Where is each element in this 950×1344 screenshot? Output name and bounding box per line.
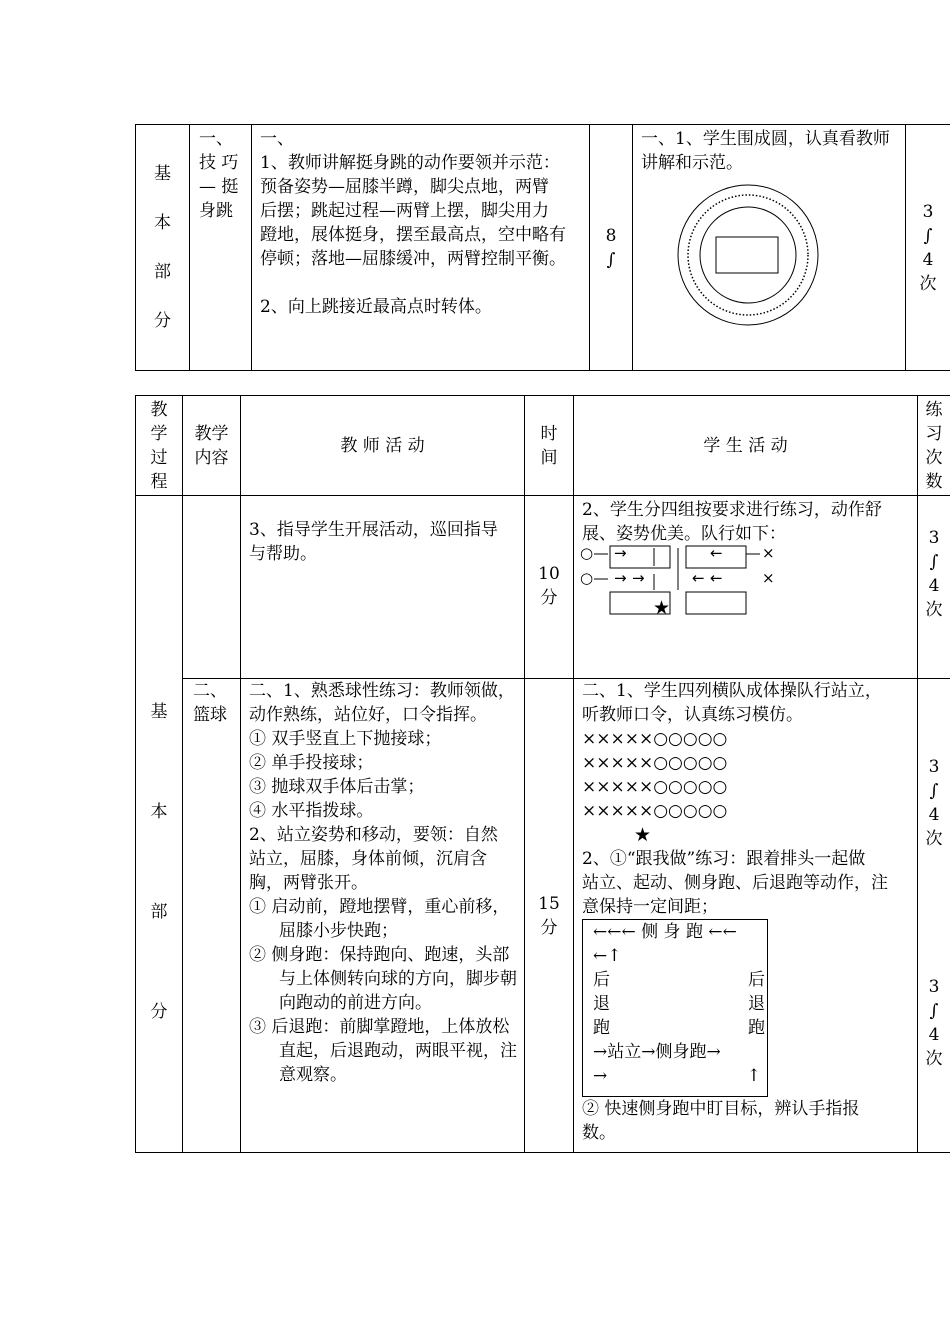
practice-value: 3 bbox=[922, 201, 934, 222]
header-char: 学 bbox=[150, 423, 168, 444]
route-left-label: 退 bbox=[593, 994, 610, 1014]
section-char: 基 bbox=[154, 163, 171, 184]
section-label-cell bbox=[136, 125, 190, 371]
student-activity-cell bbox=[633, 125, 906, 371]
arrow-left-icon: ← bbox=[710, 569, 723, 587]
content-line: 一、 bbox=[199, 129, 233, 149]
teacher-line: 二、1、熟悉球性练习：教师领做， bbox=[249, 681, 515, 701]
student-line: 讲解和示范。 bbox=[641, 153, 743, 173]
student-circle-mark: ○ bbox=[580, 544, 594, 562]
content-cell bbox=[190, 125, 252, 371]
time-symbol: ∫ bbox=[606, 249, 616, 270]
table-row bbox=[136, 679, 950, 1153]
header-char: 程 bbox=[150, 471, 168, 492]
header-student bbox=[574, 396, 918, 496]
teacher-line: 预备姿势—屈膝半蹲，脚尖点地，两臂 bbox=[260, 177, 549, 197]
time-unit: 分 bbox=[540, 588, 558, 608]
header-content bbox=[183, 396, 241, 496]
formation-row: ×××××○○○○○ bbox=[582, 801, 728, 821]
circle-formation-diagram bbox=[673, 177, 823, 337]
teacher-line: 胸，两臂张开。 bbox=[249, 873, 368, 893]
teacher-line: 1、教师讲解挺身跳的动作要领并示范： bbox=[260, 153, 560, 173]
content-line: 二、 bbox=[193, 681, 227, 701]
header-char: 练 bbox=[925, 399, 943, 420]
teacher-star-icon: ★ bbox=[634, 824, 652, 846]
student-line: 二、1、学生四列横队成体操队行站立， bbox=[582, 681, 882, 701]
header-char: 教 bbox=[150, 399, 168, 420]
time-cell bbox=[525, 496, 574, 679]
content-line: 篮球 bbox=[193, 705, 227, 725]
route-right-label: 跑 bbox=[748, 1018, 765, 1038]
outer-circle bbox=[678, 185, 818, 325]
formation-row: ×××××○○○○○ bbox=[582, 777, 728, 797]
route-bottom-label: →站立→侧身跑→ bbox=[593, 1042, 721, 1062]
practice-cell bbox=[918, 679, 950, 1153]
practice-value: 4 bbox=[928, 576, 940, 596]
practice-value: 3 bbox=[928, 977, 940, 997]
practice-value: 3 bbox=[928, 757, 940, 777]
teacher-list-item: ③ 抛球双手体后击掌； bbox=[249, 777, 425, 797]
formation-row: ×××××○○○○○ bbox=[582, 729, 728, 749]
practice-symbol: ∫ bbox=[929, 552, 939, 572]
header-char: 过 bbox=[150, 447, 168, 468]
practice-unit: 次 bbox=[925, 600, 943, 620]
time-unit: 分 bbox=[540, 917, 558, 938]
header-char: 时 bbox=[540, 423, 558, 444]
route-right-label: 退 bbox=[748, 994, 765, 1014]
student-cross-mark: × bbox=[762, 544, 775, 562]
route-arrow: ↑ bbox=[746, 1066, 761, 1086]
content-line: 技 巧 bbox=[199, 153, 239, 173]
teacher-line: 一、 bbox=[260, 129, 294, 149]
time-value: 15 bbox=[538, 893, 560, 914]
student-line: 2、学生分四组按要求进行练习，动作舒 bbox=[582, 500, 882, 520]
teacher-list-item: ② 侧身跑：保持跑向、跑速，头部与上体侧转向球的方向，脚步朝向跑动的前进方向。 bbox=[249, 945, 517, 1013]
practice-value: 4 bbox=[928, 1025, 940, 1045]
route-arrow: ←↑ bbox=[593, 946, 622, 966]
section-char: 基 bbox=[150, 702, 168, 722]
mat-rectangle bbox=[716, 237, 778, 273]
route-arrow: → bbox=[593, 1066, 608, 1086]
student-line: 意保持一定间距； bbox=[582, 897, 718, 917]
student-circle-mark: ○ bbox=[580, 569, 594, 587]
header-process bbox=[136, 396, 183, 496]
content-line: — 挺 bbox=[199, 177, 239, 197]
student-line: 站立、起动、侧身跑、后退跑等动作，注 bbox=[582, 873, 888, 893]
student-line: ② 快速侧身跑中盯目标，辨认手指报 bbox=[582, 1099, 860, 1119]
header-char: 习 bbox=[925, 423, 943, 444]
practice-unit: 次 bbox=[925, 1049, 943, 1069]
section-char: 部 bbox=[150, 902, 168, 922]
header-char: 数 bbox=[925, 471, 943, 492]
teacher-line: 站立，屈膝，身体前倾，沉肩含 bbox=[249, 849, 487, 869]
teacher-star-icon: ★ bbox=[653, 597, 671, 619]
teacher-line: 蹬地，展体挺身，摆至最高点，空中略有 bbox=[260, 225, 566, 245]
student-line: 一、1、学生围成圆，认真看教师 bbox=[641, 129, 890, 149]
time-cell bbox=[525, 679, 574, 1153]
teacher-line: 后摆；跳起过程—两臂上摆，脚尖用力 bbox=[260, 201, 549, 221]
student-line: 数。 bbox=[582, 1123, 616, 1143]
student-activity-cell bbox=[574, 679, 918, 1153]
section-char: 本 bbox=[154, 212, 171, 233]
teacher-line bbox=[260, 271, 585, 295]
practice-unit: 次 bbox=[919, 273, 937, 294]
student-line: 2、①“跟我做”练习：跟着排头一起做 bbox=[582, 849, 866, 869]
arrow-left-icon: ← bbox=[692, 569, 705, 587]
practice-value: 4 bbox=[922, 249, 934, 270]
student-activity-cell bbox=[574, 496, 918, 679]
section-char: 部 bbox=[154, 261, 171, 282]
dotted-circle bbox=[688, 195, 808, 315]
student-line: 展、姿势优美。队行如下： bbox=[582, 524, 786, 544]
practice-value: 3 bbox=[928, 528, 940, 548]
section-char: 本 bbox=[150, 802, 168, 822]
header-practice bbox=[918, 396, 950, 496]
teacher-line: 动作熟练，站位好，口令指挥。 bbox=[249, 705, 487, 725]
time-cell bbox=[590, 125, 633, 371]
teacher-activity-cell bbox=[241, 496, 525, 679]
group-formation-diagram bbox=[580, 544, 800, 619]
practice-cell bbox=[906, 125, 950, 371]
header-time bbox=[525, 396, 574, 496]
route-left-label: 跑 bbox=[593, 1018, 610, 1038]
practice-cell bbox=[918, 496, 950, 679]
teacher-activity-cell bbox=[241, 679, 525, 1153]
arrow-right-icon: → bbox=[632, 569, 645, 587]
main-lesson-table bbox=[135, 395, 950, 1153]
table-row bbox=[136, 496, 950, 679]
route-right-label: 后 bbox=[748, 970, 765, 990]
table-header-row bbox=[136, 396, 950, 496]
time-value: 10 bbox=[538, 564, 560, 584]
header-char: 内容 bbox=[194, 447, 229, 468]
teacher-line: 2、向上跳接近最高点时转体。 bbox=[260, 297, 492, 317]
header-teacher-label: 教 师 活 动 bbox=[340, 435, 425, 456]
section-char: 分 bbox=[154, 310, 171, 331]
teacher-activity-cell bbox=[252, 125, 590, 371]
teacher-list-item: ③ 后退跑：前脚掌蹬地，上体放松直起，后退跑动，两眼平视，注意观察。 bbox=[249, 1017, 517, 1085]
section-char: 分 bbox=[150, 1002, 168, 1022]
student-line: 听教师口令，认真练习模仿。 bbox=[582, 705, 803, 725]
lane-box bbox=[686, 592, 746, 614]
content-cell bbox=[183, 496, 241, 679]
arrow-right-icon: → bbox=[614, 569, 627, 587]
inner-circle bbox=[700, 207, 796, 303]
header-char: 教学 bbox=[194, 423, 229, 444]
time-value: 8 bbox=[605, 225, 617, 246]
teacher-line: 3、指导学生开展活动，巡回指导 bbox=[249, 520, 498, 540]
practice-unit: 次 bbox=[925, 829, 943, 849]
practice-symbol: ∫ bbox=[929, 1001, 939, 1021]
practice-symbol: ∫ bbox=[929, 781, 939, 801]
top-lesson-table bbox=[135, 124, 950, 371]
practice-symbol: ∫ bbox=[923, 225, 933, 246]
teacher-list-item: ① 双手竖直上下抛接球； bbox=[249, 729, 442, 749]
teacher-line: 与帮助。 bbox=[249, 544, 317, 564]
header-student-label: 学 生 活 动 bbox=[703, 435, 788, 456]
arrow-left-icon: ← bbox=[710, 544, 723, 562]
section-label-cell bbox=[136, 496, 183, 1153]
teacher-list-item: ④ 水平指拨球。 bbox=[249, 801, 374, 821]
teacher-list-item: ② 单手投接球； bbox=[249, 753, 374, 773]
header-char: 次 bbox=[925, 447, 943, 468]
arrow-right-icon: → bbox=[614, 544, 627, 562]
header-char: 间 bbox=[540, 447, 558, 468]
teacher-line: 2、站立姿势和移动，要领：自然 bbox=[249, 825, 498, 845]
content-line: 身跳 bbox=[199, 201, 233, 221]
formation-row: ×××××○○○○○ bbox=[582, 753, 728, 773]
practice-value: 4 bbox=[928, 805, 940, 825]
route-left-label: 后 bbox=[593, 970, 610, 990]
header-teacher bbox=[241, 396, 525, 496]
student-cross-mark: × bbox=[762, 569, 775, 587]
route-top-label: ←←← 侧 身 跑 ←← bbox=[593, 922, 737, 942]
content-cell bbox=[183, 679, 241, 1153]
teacher-list-item: ① 启动前，蹬地摆臂，重心前移，屈膝小步快跑； bbox=[249, 897, 510, 941]
teacher-line: 停顿；落地—屈膝缓冲，两臂控制平衡。 bbox=[260, 249, 566, 269]
running-route-box bbox=[582, 919, 768, 1097]
